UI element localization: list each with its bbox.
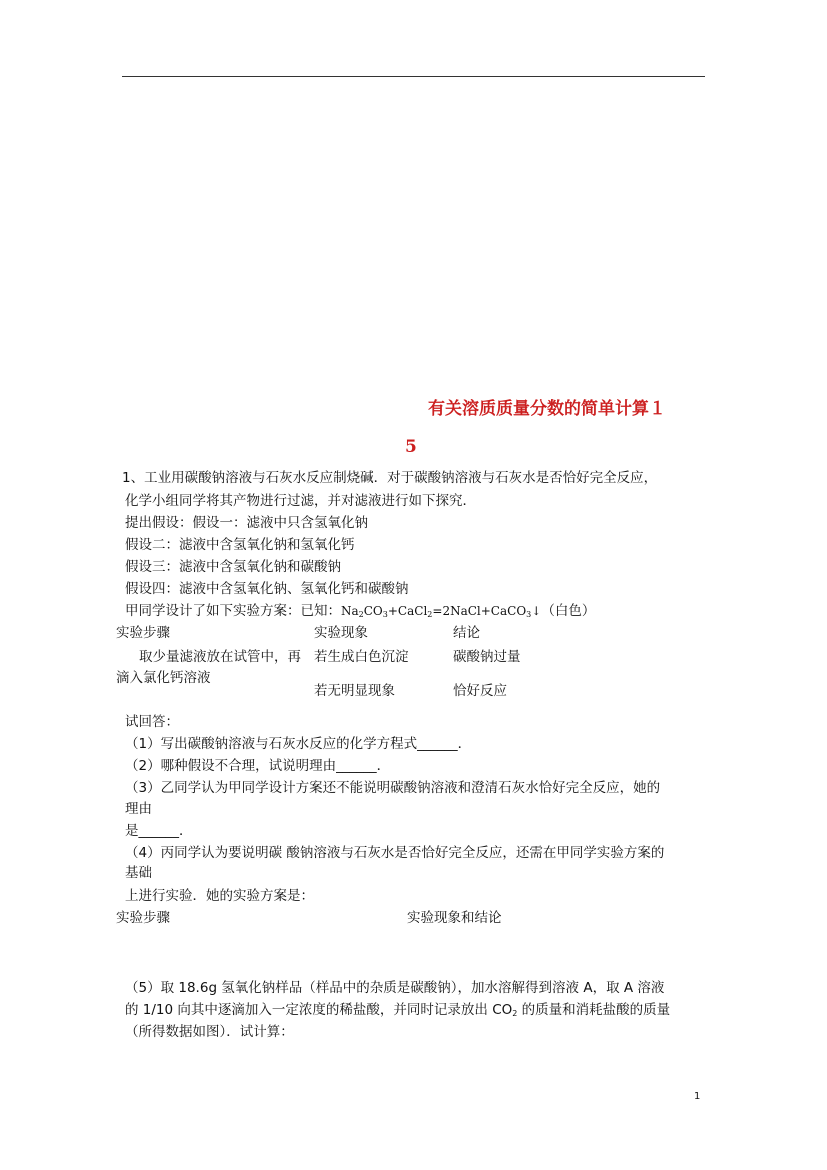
eq-subscript: 2: [358, 610, 364, 619]
eq-part: =2NaCl+CaCO: [432, 604, 527, 618]
page-number: 1: [694, 1091, 701, 1102]
sub-question-1: （1）写出碳酸钠溶液与石灰水反应的化学方程式______．: [125, 736, 472, 752]
eq-subscript: 3: [526, 610, 532, 619]
table1-header-observation: 实验现象: [314, 625, 368, 641]
co2-subscript: 2: [512, 1009, 518, 1018]
hypothesis-3: 假设三：滤液中含氢氧化钠和碳酸钠: [125, 559, 341, 575]
answer-intro: 试回答：: [125, 714, 179, 730]
document-title: 有关溶质质量分数的简单计算１: [428, 399, 666, 419]
eq-part: CO: [363, 604, 383, 618]
plan-prefix: 甲同学设计了如下实验方案：已知：: [125, 603, 341, 619]
chemical-equation: [341, 604, 541, 618]
eq-subscript: 3: [382, 610, 388, 619]
sub-question-2: （2）哪种假设不合理，试说明理由______．: [125, 758, 391, 774]
table1-header-conclusion: 结论: [453, 625, 480, 641]
table1-step-line-1: 取少量滤液放在试管中，再: [139, 649, 301, 665]
eq-part: +CaCl: [387, 604, 428, 618]
sub-question-5-line-3: （所得数据如图）．试计算：: [125, 1024, 294, 1040]
table1-observation-2: 若无明显现象: [314, 683, 395, 699]
hypothesis-4: 假设四：滤液中含氢氧化钠、氢氧化钙和碳酸钠: [125, 581, 409, 597]
question-1-intro-line-2: 化学小组同学将其产物进行过滤，并对滤液进行如下探究．: [125, 493, 476, 509]
header-rule: [122, 76, 705, 77]
sub-question-3-line-3: 是______．: [125, 823, 193, 839]
sub-question-4-line-2: 基础: [125, 865, 152, 881]
sub-question-5-line-2: [125, 1001, 670, 1019]
plan-suffix: （白色）: [541, 603, 596, 619]
eq-part: Na: [341, 604, 359, 618]
table1-conclusion-2: 恰好反应: [453, 683, 507, 699]
sub-question-4-line-1: （4）丙同学认为要说明碳 酸钠溶液与石灰水是否恰好完全反应，还需在甲同学实验方案的: [125, 845, 665, 861]
question-1-intro-line-1: 1、工业用碳酸钠溶液与石灰水反应制烧碱．对于碳酸钠溶液与石灰水是否恰好完全反应，: [122, 470, 658, 486]
sub-question-5-text: 的 1/10 向其中逐滴加入一定浓度的稀盐酸，并同时记录放出 CO: [125, 1002, 513, 1018]
table1-observation-1: 若生成白色沉淀: [314, 649, 409, 665]
sub-question-3-line-1: （3）乙同学认为甲同学设计方案还不能说明碳酸钠溶液和澄清石灰水恰好完全反应，她的: [125, 780, 661, 796]
plan-description: [125, 602, 595, 620]
table2-header-observation-conclusion: 实验现象和结论: [407, 910, 502, 926]
table1-header-step: 实验步骤: [116, 625, 170, 641]
table2-header-step: 实验步骤: [116, 910, 170, 926]
hypothesis-1: 提出假设：假设一：滤液中只含氢氧化钠: [125, 515, 368, 531]
table1-step-line-2: 滴入氯化钙溶液: [116, 670, 211, 686]
sub-question-5-text: 的质量和消耗盐酸的质量: [517, 1002, 671, 1018]
table1-conclusion-1: 碳酸钠过量: [453, 649, 521, 665]
hypothesis-2: 假设二：滤液中含氢氧化钠和氢氧化钙: [125, 537, 355, 553]
sub-question-3-line-2: 理由: [125, 801, 152, 817]
eq-subscript: 2: [427, 610, 433, 619]
sub-question-4-line-3: 上进行实验．她的实验方案是：: [125, 888, 314, 904]
precipitate-arrow: ↓: [531, 604, 542, 618]
document-title-continued: 5: [405, 437, 417, 457]
sub-question-5-line-1: （5）取 18.6g 氢氧化钠样品（样品中的杂质是碳酸钠），加水溶解得到溶液 A，取 A 溶液: [125, 980, 665, 996]
